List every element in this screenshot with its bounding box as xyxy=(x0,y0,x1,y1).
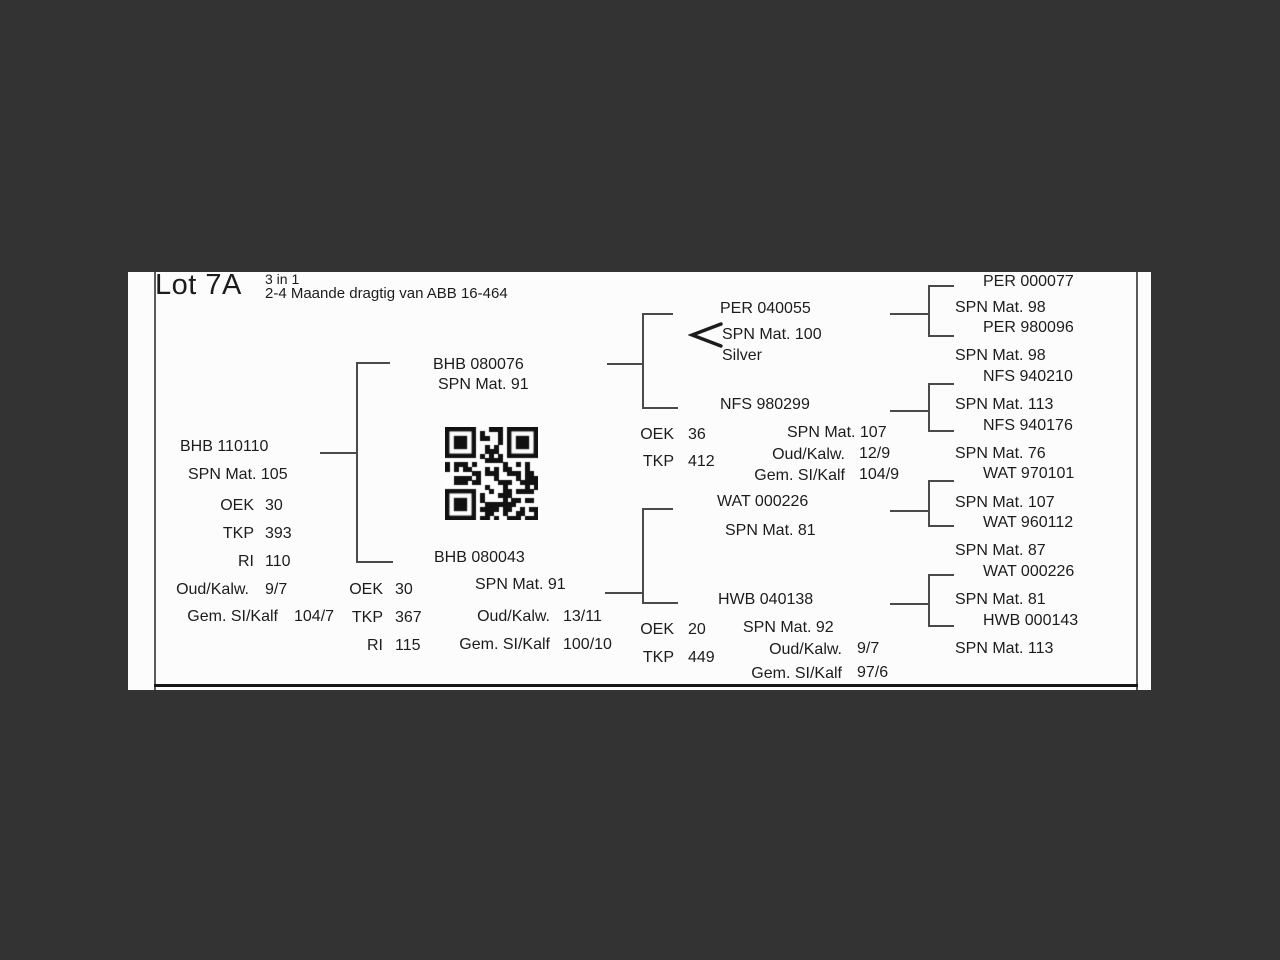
sire-spn: SPN Mat. 91 xyxy=(438,376,529,393)
dam-dam-feed-line xyxy=(890,603,928,605)
dam-bracket-top-stub xyxy=(642,508,673,510)
page-bottom-rule xyxy=(154,684,1138,687)
sire-dam-bracket-bottom-stub xyxy=(928,430,954,432)
gen3-sire-dam-dam-id: NFS 940176 xyxy=(983,417,1073,434)
dam-bracket-bottom-stub xyxy=(642,602,678,604)
sire-dam-tkp-label: TKP xyxy=(642,453,674,470)
sire-dam-id: NFS 980299 xyxy=(720,396,810,413)
dam-gem-si-kalf-label: Gem. SI/Kalf xyxy=(459,636,550,653)
sire-sire-spn: SPN Mat. 100 xyxy=(722,326,822,343)
sire-sire-id: PER 040055 xyxy=(720,300,811,317)
gen3-sire-dam-dam-spn: SPN Mat. 76 xyxy=(955,445,1046,462)
subject-feed-line xyxy=(320,452,356,454)
dam-tkp-value: 367 xyxy=(395,609,422,626)
subject-spn: SPN Mat. 105 xyxy=(188,466,288,483)
gen3-dam-sire-sire-spn: SPN Mat. 107 xyxy=(955,494,1055,511)
sire-feed-line xyxy=(607,363,642,365)
gen3-sire-dam-sire-spn: SPN Mat. 113 xyxy=(955,396,1054,413)
dam-sire-bracket-bottom-stub xyxy=(928,525,954,527)
sire-dam-oud-kalw-label: Oud/Kalw. xyxy=(772,446,845,463)
sire-dam-spn: SPN Mat. 107 xyxy=(787,424,887,441)
dam-sire-spn: SPN Mat. 81 xyxy=(725,522,816,539)
lot-title: Lot 7A xyxy=(155,269,242,301)
dam-oud-kalw-label: Oud/Kalw. xyxy=(477,608,550,625)
gen2-bracket-bottom-stub xyxy=(356,561,393,563)
sire-bracket-top-stub xyxy=(642,313,673,315)
sire-dam-feed-line xyxy=(890,410,928,412)
sire-sire-feed-line xyxy=(890,313,928,315)
dam-oek-label: OEK xyxy=(349,581,383,598)
sire-sire-bracket-top-stub xyxy=(928,285,954,287)
gen3-sire-sire-dam-spn: SPN Mat. 98 xyxy=(955,347,1046,364)
dam-oud-kalw-value: 13/11 xyxy=(563,608,602,625)
gen3-dam-dam-dam-spn: SPN Mat. 113 xyxy=(955,640,1054,657)
sire-dam-gem-si-kalf-value: 104/9 xyxy=(859,466,900,483)
dam-id: BHB 080043 xyxy=(434,549,525,566)
dam-ri-value: 115 xyxy=(395,637,421,654)
dam-spn: SPN Mat. 91 xyxy=(475,576,566,593)
qr-code xyxy=(445,427,538,520)
dam-dam-bracket-top-stub xyxy=(928,574,954,576)
sire-dam-bracket-top-stub xyxy=(928,383,954,385)
subject-gem-si-kalf-label: Gem. SI/Kalf xyxy=(187,608,278,625)
dam-dam-gem-si-kalf-value: 97/6 xyxy=(857,664,889,681)
dam-dam-gem-si-kalf-label: Gem. SI/Kalf xyxy=(751,665,842,682)
sire-bracket-vertical xyxy=(642,313,644,409)
dam-oek-value: 30 xyxy=(395,581,413,598)
header-note-2: 2-4 Maande dragtig van ABB 16-464 xyxy=(265,285,508,302)
gen3-dam-sire-dam-id: WAT 960112 xyxy=(983,514,1074,531)
dam-dam-oek-label: OEK xyxy=(640,621,674,638)
dam-dam-bracket-bottom-stub xyxy=(928,625,954,627)
gen3-sire-sire-sire-id: PER 000077 xyxy=(983,273,1074,290)
sire-dam-oek-label: OEK xyxy=(640,426,674,443)
dam-dam-id: HWB 040138 xyxy=(718,591,814,608)
pedigree-page xyxy=(128,269,1151,690)
sire-dam-oek-value: 36 xyxy=(688,426,706,443)
dam-sire-bracket-vertical xyxy=(928,480,930,527)
dam-sire-bracket-top-stub xyxy=(928,480,954,482)
subject-ri-label: RI xyxy=(238,553,254,570)
subject-oud-kalw-label: Oud/Kalw. xyxy=(176,581,249,598)
subject-ri-value: 110 xyxy=(265,553,291,570)
subject-oek-label: OEK xyxy=(220,497,254,514)
dam-sire-feed-line xyxy=(890,510,928,512)
sire-dam-oud-kalw-value: 12/9 xyxy=(859,445,891,462)
sire-sire-bracket-vertical xyxy=(928,285,930,337)
sire-sire-bracket-bottom-stub xyxy=(928,335,954,337)
subject-tkp-value: 393 xyxy=(265,525,292,542)
gen3-dam-sire-dam-spn: SPN Mat. 87 xyxy=(955,542,1046,559)
sire-dam-tkp-value: 412 xyxy=(688,453,715,470)
less-than-icon xyxy=(688,321,724,349)
gen3-dam-dam-sire-spn: SPN Mat. 81 xyxy=(955,591,1046,608)
dam-feed-line xyxy=(605,592,642,594)
gen2-bracket-top-stub xyxy=(356,362,390,364)
subject-oek-value: 30 xyxy=(265,497,283,514)
subject-oud-kalw-value: 9/7 xyxy=(265,581,288,598)
gen3-sire-dam-sire-id: NFS 940210 xyxy=(983,368,1073,385)
page-right-rule xyxy=(1136,272,1138,690)
page-left-rule xyxy=(154,272,156,690)
subject-tkp-label: TKP xyxy=(222,525,254,542)
header-note-1: 3 in 1 xyxy=(265,271,300,287)
dam-dam-oek-value: 20 xyxy=(688,621,706,638)
dam-gem-si-kalf-value: 100/10 xyxy=(563,636,612,653)
dam-tkp-label: TKP xyxy=(351,609,383,626)
gen3-dam-dam-sire-id: WAT 000226 xyxy=(983,563,1075,580)
dam-dam-tkp-label: TKP xyxy=(642,649,674,666)
dam-bracket-vertical xyxy=(642,508,644,604)
sire-dam-bracket-vertical xyxy=(928,383,930,432)
gen3-sire-sire-dam-id: PER 980096 xyxy=(983,319,1074,336)
dam-dam-tkp-value: 449 xyxy=(688,649,715,666)
gen3-sire-sire-sire-spn: SPN Mat. 98 xyxy=(955,299,1046,316)
sire-sire-note: Silver xyxy=(722,347,763,364)
sire-bracket-bottom-stub xyxy=(642,407,678,409)
subject-gem-si-kalf-value: 104/7 xyxy=(294,608,335,625)
dam-ri-label: RI xyxy=(367,637,383,654)
dam-sire-id: WAT 000226 xyxy=(717,493,809,510)
gen2-bracket-vertical xyxy=(356,362,358,563)
gen3-dam-sire-sire-id: WAT 970101 xyxy=(983,465,1075,482)
dam-dam-oud-kalw-label: Oud/Kalw. xyxy=(769,641,842,658)
gen3-dam-dam-dam-id: HWB 000143 xyxy=(983,612,1079,629)
dam-dam-oud-kalw-value: 9/7 xyxy=(857,640,880,657)
dam-dam-bracket-vertical xyxy=(928,574,930,627)
dam-dam-spn: SPN Mat. 92 xyxy=(743,619,834,636)
sire-dam-gem-si-kalf-label: Gem. SI/Kalf xyxy=(754,467,845,484)
sire-id: BHB 080076 xyxy=(433,356,524,373)
subject-id: BHB 110110 xyxy=(180,438,269,455)
